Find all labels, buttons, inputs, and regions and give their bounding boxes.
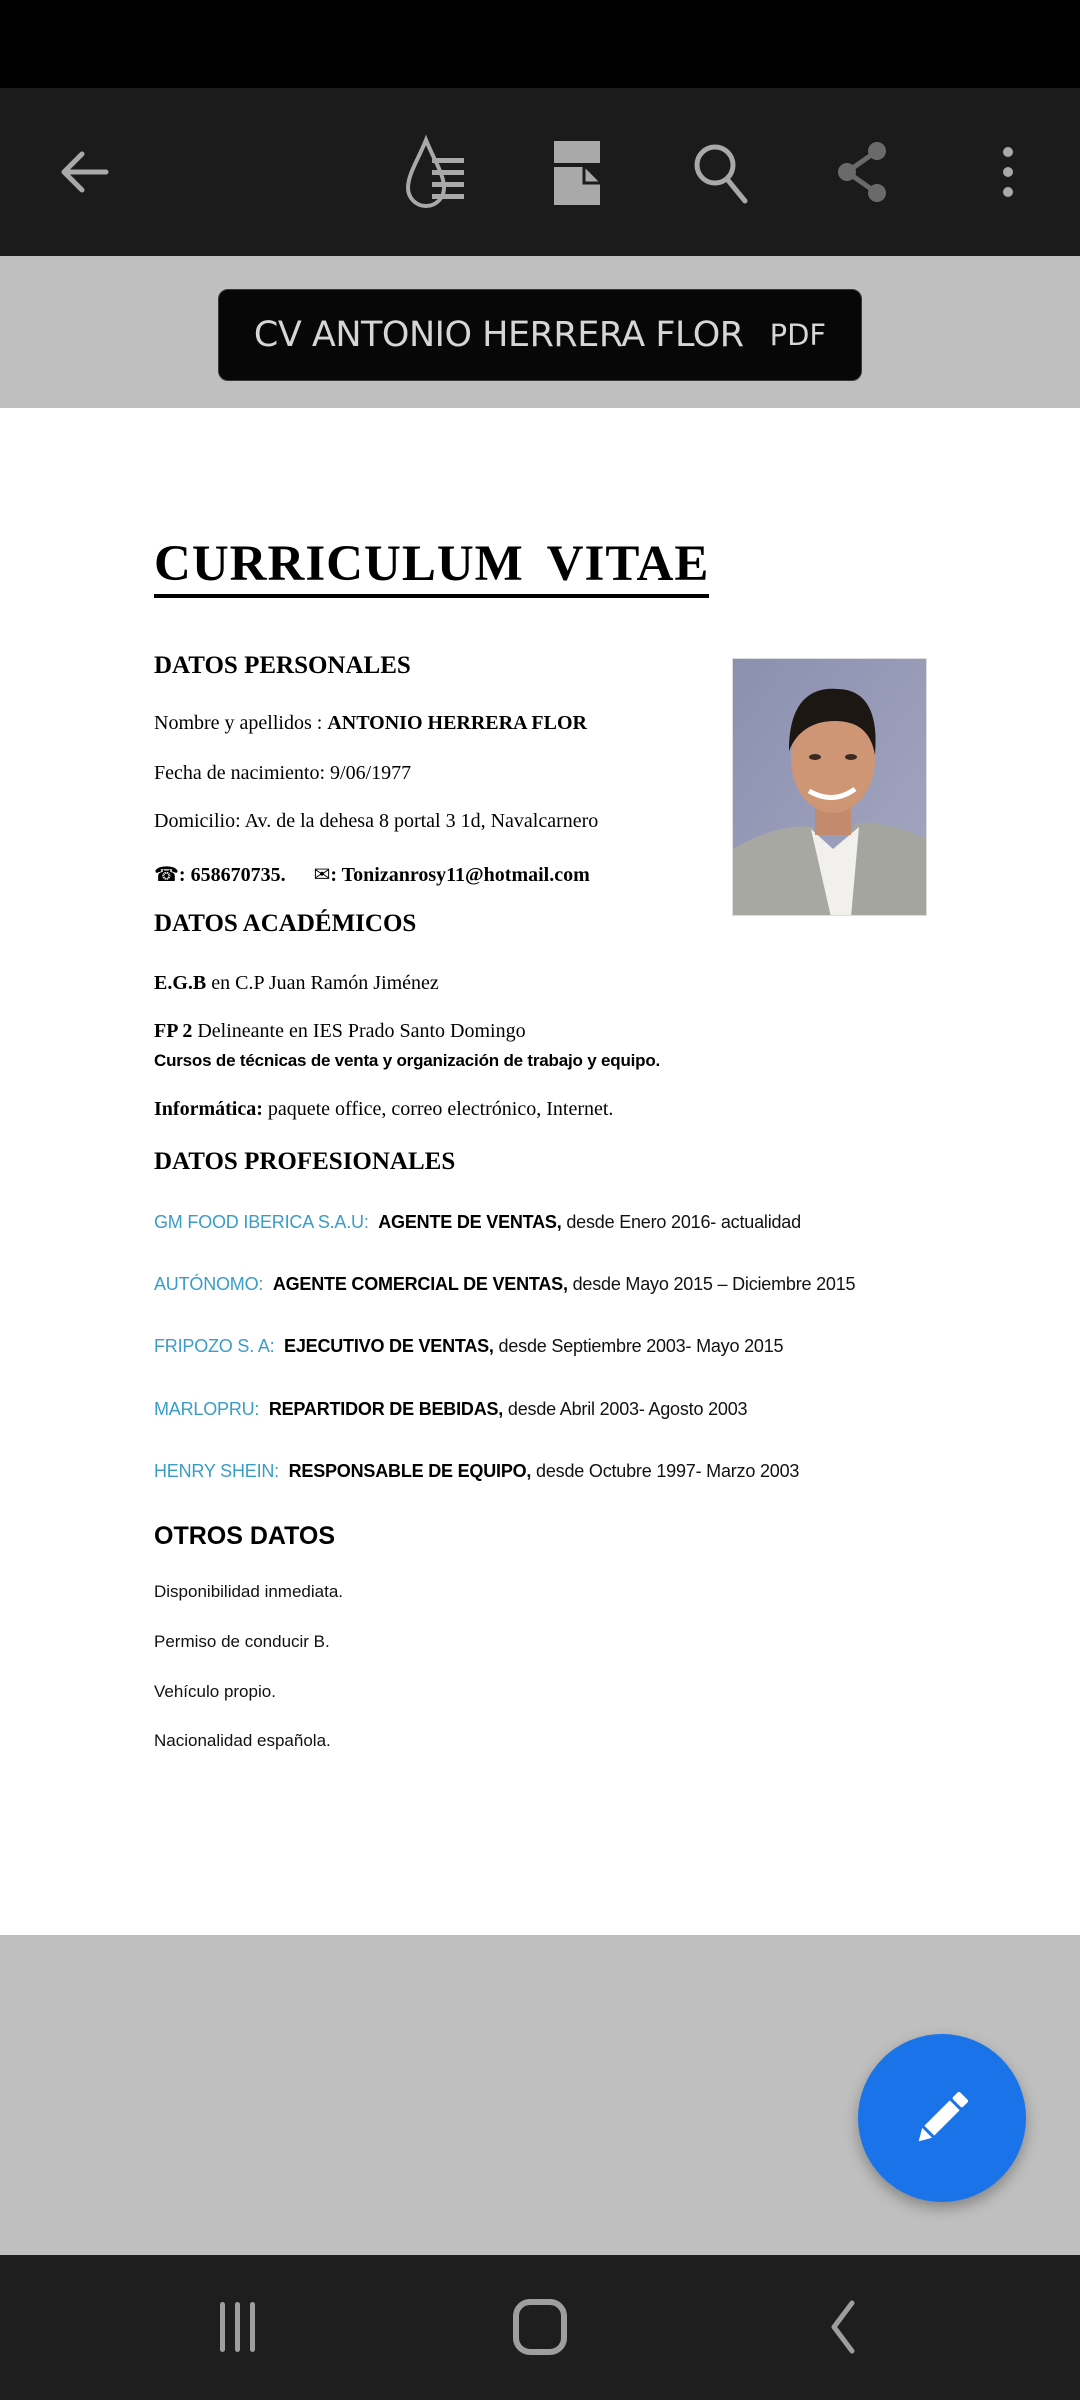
job-company: AUTÓNOMO: (154, 1274, 264, 1294)
job-period: desde Abril 2003- Agosto 2003 (503, 1399, 748, 1419)
other-item: Nacionalidad española. (154, 1731, 331, 1750)
job-company: HENRY SHEIN: (154, 1461, 279, 1481)
academic-item-bold: Informática: (154, 1098, 263, 1120)
email-value: Tonizanrosy11@hotmail.com (341, 864, 590, 886)
job-entry (154, 1336, 783, 1357)
job-entry (154, 1212, 801, 1233)
academic-item-text: paquete office, correo electrónico, Internet. (262, 1098, 614, 1120)
job-period: desde Septiembre 2003- Mayo 2015 (493, 1336, 784, 1356)
birth-value: 9/06/1977 (330, 762, 412, 784)
birth-line (154, 762, 411, 785)
document-title: CV ANTONIO HERRERA FLOR (253, 315, 744, 355)
home-button[interactable] (490, 2277, 590, 2377)
job-role: AGENTE DE VENTAS, (378, 1212, 562, 1232)
other-item: Permiso de conducir B. (154, 1632, 330, 1651)
section-heading-academic: DATOS ACADÉMICOS (154, 910, 417, 937)
ink-drop-button[interactable] (390, 128, 478, 216)
academic-item-bold: FP 2 (154, 1020, 193, 1042)
job-entry (154, 1399, 747, 1420)
file-type-label: PDF (769, 318, 827, 352)
section-heading-other: OTROS DATOS (154, 1522, 336, 1550)
birth-label: Fecha de nacimiento: (154, 762, 331, 784)
more-options-button[interactable] (964, 128, 1052, 216)
back-icon (822, 2299, 862, 2355)
courses-line: Cursos de técnicas de venta y organización de trabajo y equipo. (154, 1051, 661, 1070)
academic-item (154, 1020, 526, 1043)
name-line (154, 712, 587, 735)
document-title-chip (218, 289, 862, 381)
system-back-button[interactable] (792, 2277, 892, 2377)
profile-photo (732, 658, 927, 916)
contact-line: ☎: 658670735. ✉: Tonizanrosy11@hotmail.com (154, 864, 590, 886)
other-item: Vehículo propio. (154, 1682, 276, 1701)
job-role: EJECUTIVO DE VENTAS, (284, 1336, 494, 1356)
address-value: Av. de la dehesa 8 portal 3 1d, Navalcarnero (244, 810, 599, 832)
edit-fab-button[interactable] (858, 2034, 1026, 2202)
job-role: AGENTE COMERCIAL DE VENTAS, (272, 1274, 568, 1294)
pdf-page (0, 408, 1080, 1935)
job-company: FRIPOZO S. A: (154, 1336, 275, 1356)
page-layout-icon (546, 137, 606, 207)
job-role: RESPONSABLE DE EQUIPO, (288, 1461, 532, 1481)
pencil-icon (907, 2083, 977, 2153)
job-entry (154, 1461, 799, 1482)
academic-item-bold: E.G.B (154, 972, 207, 994)
system-nav-bar (0, 2255, 1080, 2400)
phone-value: 658670735. (190, 864, 286, 886)
job-period: desde Enero 2016- actualidad (561, 1212, 801, 1232)
search-icon (689, 139, 755, 205)
academic-item (154, 1098, 613, 1121)
job-company: MARLOPRU: (154, 1399, 260, 1419)
other-item: Disponibilidad inmediata. (154, 1582, 344, 1601)
academic-item-text: en C.P Juan Ramón Jiménez (206, 972, 439, 994)
status-bar (0, 0, 1080, 88)
home-icon (512, 2298, 568, 2356)
cv-title: CURRICULUM VITAE (154, 538, 709, 598)
back-button[interactable] (40, 128, 128, 216)
academic-item-text: Delineante en IES Prado Santo Domingo (192, 1020, 526, 1042)
back-arrow-icon (54, 142, 114, 202)
job-role: REPARTIDOR DE BEBIDAS, (268, 1399, 504, 1419)
more-options-icon (998, 142, 1018, 202)
job-period: desde Mayo 2015 – Diciembre 2015 (567, 1274, 856, 1294)
job-entry (154, 1274, 855, 1295)
name-label: Nombre y apellidos : (154, 712, 328, 734)
envelope-icon: ✉ (313, 864, 331, 886)
recent-apps-button[interactable] (188, 2277, 288, 2377)
app-bar (0, 88, 1080, 256)
job-period: desde Octubre 1997- Marzo 2003 (531, 1461, 800, 1481)
telephone-icon: ☎ (154, 864, 179, 886)
section-heading-professional: DATOS PROFESIONALES (154, 1148, 456, 1175)
share-button[interactable] (818, 128, 906, 216)
search-button[interactable] (678, 128, 766, 216)
page-layout-button[interactable] (532, 128, 620, 216)
address-line (154, 810, 598, 833)
section-heading-personal: DATOS PERSONALES (154, 652, 411, 679)
job-company: GM FOOD IBERICA S.A.U: (154, 1212, 369, 1232)
share-icon (829, 139, 895, 205)
ink-drop-icon (396, 134, 472, 210)
address-label: Domicilio: (154, 810, 245, 832)
name-value: ANTONIO HERRERA FLOR (327, 712, 587, 734)
academic-item (154, 972, 439, 995)
recent-apps-icon (213, 2300, 263, 2354)
